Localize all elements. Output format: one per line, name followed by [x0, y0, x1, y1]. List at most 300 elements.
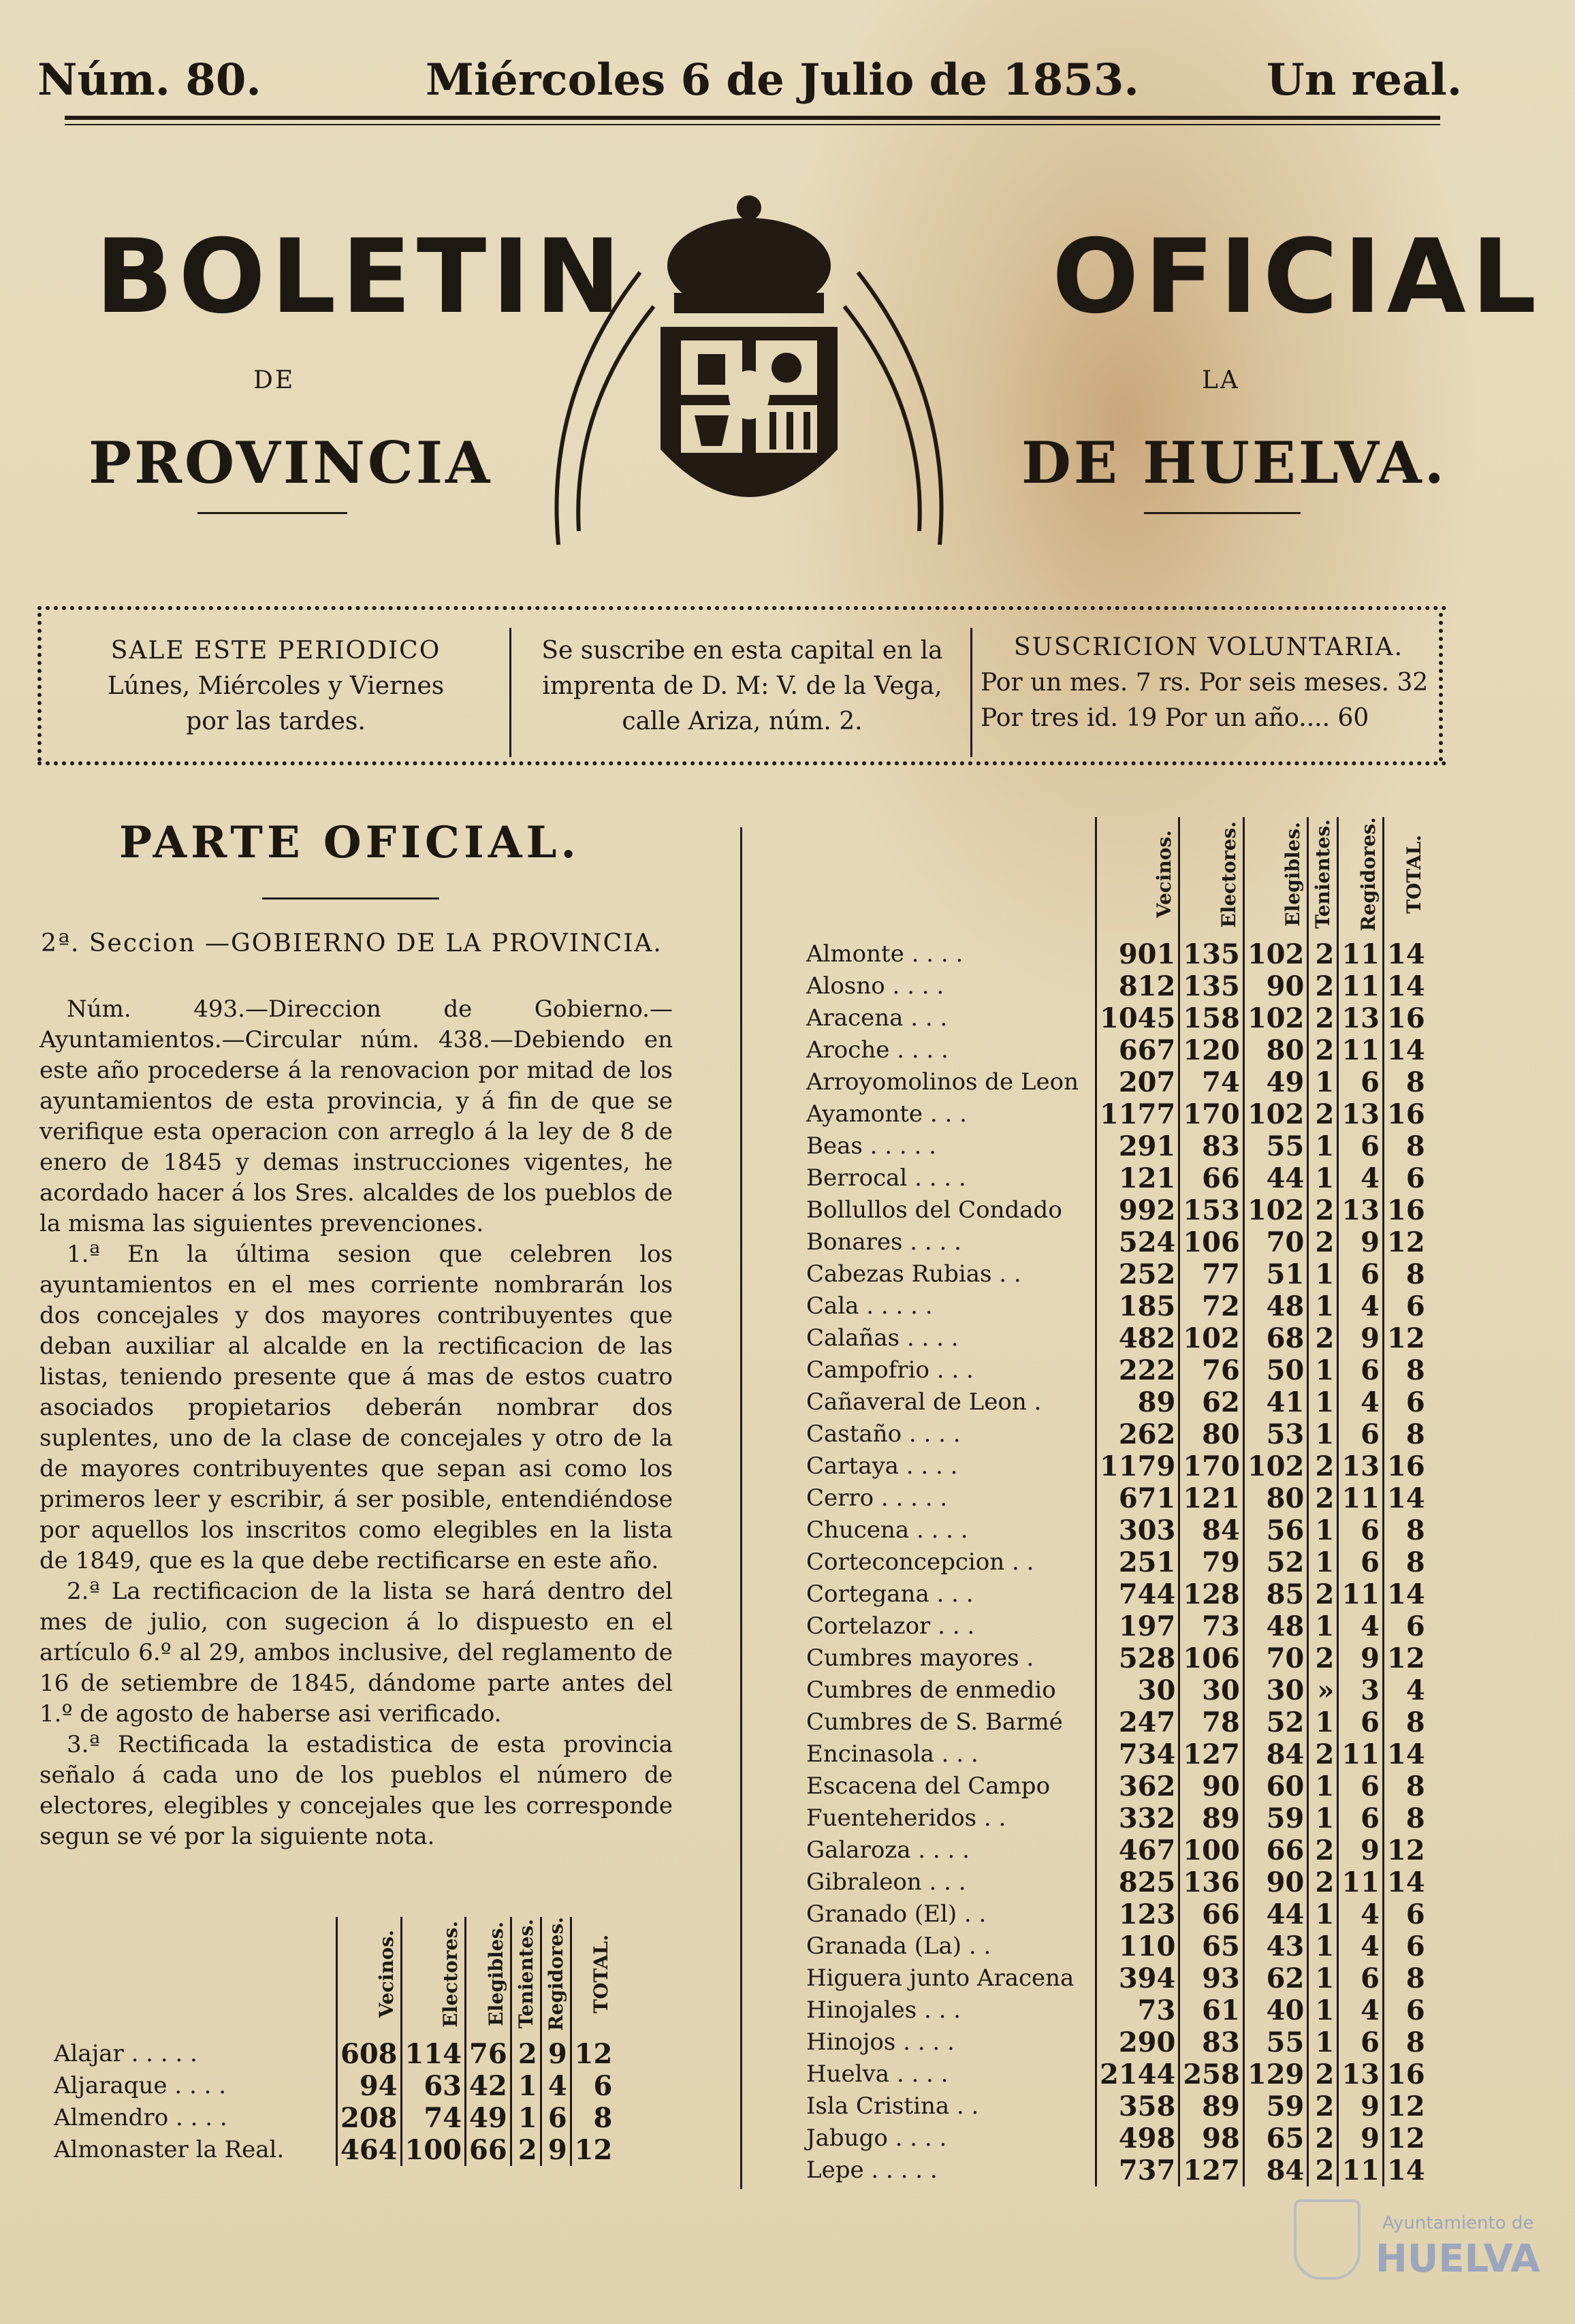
table-cell: 83	[1179, 2026, 1244, 2058]
header-rule	[65, 116, 1440, 120]
table-cell: 1	[1308, 1066, 1338, 1098]
table-cell: 89	[1179, 2090, 1244, 2122]
header-elegibles: Elegibles.	[484, 1922, 507, 2026]
table-row	[804, 1866, 1428, 1898]
table-cell: 9	[541, 2038, 571, 2070]
table-cell: 16	[1384, 1450, 1428, 1482]
table-cell: 13	[1338, 1002, 1384, 1034]
table-row	[804, 2154, 1428, 2186]
table-row	[804, 1802, 1428, 1834]
town-name: Castaño . . . .	[806, 1420, 961, 1448]
table-cell: 9	[1338, 2090, 1384, 2122]
table-cell: 1	[511, 2102, 541, 2134]
town-name: Lepe . . . . .	[806, 2156, 938, 2184]
table-cell: 482	[1096, 1322, 1179, 1354]
table-row	[804, 1098, 1428, 1130]
table-cell: 2	[1308, 2058, 1338, 2090]
table-cell: 332	[1096, 1802, 1179, 1834]
table-cell: 2	[1308, 2122, 1338, 2154]
table-cell: 8	[1384, 2026, 1428, 2058]
table-cell: 48	[1243, 1610, 1308, 1642]
table-row	[51, 2134, 615, 2166]
header-vecinos: Vecinos.	[375, 1930, 398, 2018]
table-cell: 70	[1243, 1642, 1308, 1674]
table-row	[804, 1034, 1428, 1066]
table-cell: 12	[1384, 1226, 1428, 1258]
table-cell: 291	[1096, 1130, 1179, 1162]
table-cell: 4	[1338, 1162, 1384, 1194]
town-name: Aracena . . .	[806, 1004, 948, 1032]
table-cell: 358	[1096, 2090, 1179, 2122]
issue-price: Un real.	[1267, 54, 1463, 106]
table-cell: 30	[1179, 1674, 1244, 1706]
table-cell: 127	[1179, 1738, 1244, 1770]
circular-text	[39, 994, 673, 1852]
table-cell: »	[1308, 1674, 1338, 1706]
table-cell: 106	[1179, 1226, 1244, 1258]
table-cell: 66	[466, 2134, 511, 2166]
table-cell: 4	[1338, 1994, 1384, 2026]
table-cell: 251	[1096, 1546, 1179, 1578]
table-cell: 14	[1384, 1738, 1428, 1770]
royal-coat-of-arms-icon	[518, 191, 981, 558]
table-cell: 80	[1243, 1034, 1308, 1066]
table-cell: 303	[1096, 1514, 1179, 1546]
ornament-rule-right	[1144, 512, 1301, 514]
table-cell: 11	[1338, 1482, 1384, 1514]
table-cell: 4	[1338, 1386, 1384, 1418]
schedule-line-1: SALE ESTE PERIODICO	[110, 637, 441, 665]
table-cell: 2	[1308, 1226, 1338, 1258]
table-cell: 3	[1338, 1674, 1384, 1706]
table-cell: 85	[1243, 1578, 1308, 1610]
table-cell: 2	[1308, 1738, 1338, 1770]
table-cell: 12	[1384, 1642, 1428, 1674]
table-cell: 2	[1308, 1642, 1338, 1674]
info-box-divider-1	[509, 628, 511, 757]
table-cell: 1	[1308, 2026, 1338, 2058]
table-cell: 2	[1308, 1098, 1338, 1130]
table-cell: 4	[1338, 1930, 1384, 1962]
table-cell: 1	[1308, 1770, 1338, 1802]
table-cell: 121	[1096, 1162, 1179, 1194]
paragraph-intro: Núm. 493.—Direccion de Gobierno.—Ayuntamientos.—Circular núm. 438.—Debiendo en este año procederse á la renovacion por mitad de los ayuntamientos de esta provincia, y á fin de que se verifique esta operacion con arreglo á la ley de 8 de enero de 1845 y demas instrucciones vigentes, he acordado hacer á los Sres. alcaldes de los pueblos de la misma las siguientes prevenciones.	[39, 996, 673, 1237]
column-divider	[740, 827, 742, 2189]
table-cell: 528	[1096, 1642, 1179, 1674]
table-cell: 12	[1384, 2122, 1428, 2154]
table-cell: 2	[1308, 1194, 1338, 1226]
table-cell: 66	[1179, 1162, 1244, 1194]
table-cell: 2	[1308, 938, 1338, 970]
table-cell: 1	[1308, 1514, 1338, 1546]
town-name: Cortelazor . . .	[806, 1612, 975, 1640]
table-cell: 290	[1096, 2026, 1179, 2058]
header-tenientes: Tenientes.	[1311, 819, 1335, 929]
table-cell: 1	[1308, 1802, 1338, 1834]
table-header-row	[804, 817, 1428, 938]
table-cell: 8	[1384, 1962, 1428, 1994]
town-name: Cumbres de S. Barmé	[806, 1708, 1063, 1736]
masthead-de: DE	[253, 366, 296, 394]
table-cell: 667	[1096, 1034, 1179, 1066]
header-total: TOTAL.	[590, 1934, 613, 2013]
table-cell: 262	[1096, 1418, 1179, 1450]
table-cell: 74	[401, 2102, 466, 2134]
table-cell: 62	[1179, 1386, 1244, 1418]
table-cell: 16	[1384, 2058, 1428, 2090]
table-cell: 11	[1338, 938, 1384, 970]
table-cell: 6	[1384, 1930, 1428, 1962]
table-row	[804, 1834, 1428, 1866]
table-cell: 42	[466, 2070, 511, 2102]
info-box-border-left	[37, 613, 42, 761]
table-cell: 102	[1243, 1194, 1308, 1226]
town-name: Gibraleon . . .	[806, 1868, 966, 1896]
table-cell: 6	[1338, 1514, 1384, 1546]
table-row	[804, 1674, 1428, 1706]
table-row	[804, 1482, 1428, 1514]
table-cell: 100	[401, 2134, 466, 2166]
table-cell: 9	[1338, 1834, 1384, 1866]
table-cell: 4	[1338, 1898, 1384, 1930]
table-cell: 4	[1338, 1290, 1384, 1322]
table-cell: 50	[1243, 1354, 1308, 1386]
town-name: Beas . . . . .	[806, 1132, 936, 1160]
table-row	[804, 1578, 1428, 1610]
table-cell: 6	[1384, 1610, 1428, 1642]
subscription-place	[524, 633, 960, 739]
table-cell: 2	[1308, 1322, 1338, 1354]
table-cell: 11	[1338, 1578, 1384, 1610]
publication-schedule	[54, 633, 497, 739]
issue-number: Núm. 80.	[37, 54, 261, 106]
town-name: Alajar . . . . .	[54, 2040, 197, 2068]
table-cell: 2	[1308, 2154, 1338, 2186]
table-cell: 6	[1338, 1258, 1384, 1290]
town-name: Cumbres mayores .	[806, 1644, 1034, 1672]
table-row	[804, 1738, 1428, 1770]
table-cell: 1	[1308, 1546, 1338, 1578]
table-cell: 73	[1179, 1610, 1244, 1642]
table-cell: 2	[1308, 1482, 1338, 1514]
table-cell: 170	[1179, 1098, 1244, 1130]
header-rule-thin	[65, 124, 1440, 125]
town-name: Granado (El) . .	[806, 1900, 987, 1928]
table-cell: 1	[1308, 1162, 1338, 1194]
table-cell: 158	[1179, 1002, 1244, 1034]
table-cell: 258	[1179, 2058, 1244, 2090]
table-cell: 30	[1096, 1674, 1179, 1706]
schedule-line-3: por las tardes.	[186, 707, 366, 735]
table-cell: 1	[1308, 1994, 1338, 2026]
table-cell: 65	[1243, 2122, 1308, 2154]
table-cell: 2144	[1096, 2058, 1179, 2090]
table-cell: 9	[1338, 1642, 1384, 1674]
table-cell: 197	[1096, 1610, 1179, 1642]
table-cell: 2	[1308, 1450, 1338, 1482]
table-cell: 65	[1179, 1930, 1244, 1962]
table-cell: 222	[1096, 1354, 1179, 1386]
right-municipal-table	[804, 817, 1428, 2186]
table-cell: 135	[1179, 938, 1244, 970]
table-row	[804, 1386, 1428, 1418]
table-cell: 98	[1179, 2122, 1244, 2154]
town-name: Higuera junto Aracena	[806, 1964, 1075, 1992]
city-shield-icon	[1294, 2199, 1361, 2280]
table-cell: 467	[1096, 1834, 1179, 1866]
table-row	[804, 1994, 1428, 2026]
town-name: Campofrio . . .	[806, 1356, 974, 1384]
table-cell: 136	[1179, 1866, 1244, 1898]
table-cell: 90	[1243, 1866, 1308, 1898]
table-cell: 1179	[1096, 1450, 1179, 1482]
table-row	[804, 970, 1428, 1002]
table-cell: 2	[1308, 970, 1338, 1002]
table-header-row	[51, 1917, 615, 2038]
table-cell: 49	[466, 2102, 511, 2134]
town-name: Jabugo . . . .	[806, 2124, 947, 2152]
table-cell: 1	[1308, 1418, 1338, 1450]
table-cell: 102	[1243, 938, 1308, 970]
table-cell: 14	[1384, 1034, 1428, 1066]
table-cell: 55	[1243, 2026, 1308, 2058]
masthead-provincia: PROVINCIA	[89, 429, 493, 496]
table-cell: 992	[1096, 1194, 1179, 1226]
table-cell: 8	[1384, 1770, 1428, 1802]
table-cell: 737	[1096, 2154, 1179, 2186]
table-cell: 120	[1179, 1034, 1244, 1066]
table-cell: 6	[1338, 1802, 1384, 1834]
table-cell: 6	[1338, 1962, 1384, 1994]
table-cell: 66	[1243, 1834, 1308, 1866]
table-cell: 102	[1243, 1450, 1308, 1482]
town-name: Aljaraque . . . .	[54, 2072, 227, 2100]
table-cell: 4	[1338, 1610, 1384, 1642]
table-cell: 14	[1384, 1578, 1428, 1610]
table-cell: 608	[337, 2038, 402, 2070]
table-cell: 12	[571, 2038, 615, 2070]
table-cell: 66	[1179, 1898, 1244, 1930]
town-name: Bollullos del Condado	[806, 1196, 1062, 1224]
table-row	[804, 1002, 1428, 1034]
info-box-border-top	[37, 606, 1447, 622]
table-cell: 1	[1308, 1930, 1338, 1962]
table-cell: 1	[1308, 1290, 1338, 1322]
table-row	[804, 1610, 1428, 1642]
table-cell: 8	[1384, 1354, 1428, 1386]
table-cell: 16	[1384, 1098, 1428, 1130]
table-cell: 72	[1179, 1290, 1244, 1322]
table-cell: 121	[1179, 1482, 1244, 1514]
table-cell: 2	[1308, 1034, 1338, 1066]
table-cell: 16	[1384, 1002, 1428, 1034]
table-cell: 252	[1096, 1258, 1179, 1290]
table-cell: 52	[1243, 1546, 1308, 1578]
header-vecinos: Vecinos.	[1153, 830, 1176, 919]
town-name: Almonte . . . .	[806, 940, 964, 968]
masthead-la: LA	[1202, 366, 1240, 394]
table-row	[804, 1514, 1428, 1546]
town-name: Cumbres de enmedio	[806, 1676, 1056, 1704]
table-cell: 90	[1243, 970, 1308, 1002]
table-cell: 12	[1384, 1834, 1428, 1866]
table-cell: 51	[1243, 1258, 1308, 1290]
table-cell: 43	[1243, 1930, 1308, 1962]
table-row	[804, 1130, 1428, 1162]
table-cell: 208	[337, 2102, 402, 2134]
table-cell: 6	[1384, 1898, 1428, 1930]
town-name: Fuenteheridos . .	[806, 1804, 1006, 1832]
subscription-line-3: calle Ariza, núm. 2.	[622, 707, 863, 735]
header-total: TOTAL.	[1402, 834, 1425, 914]
table-cell: 8	[571, 2102, 615, 2134]
parte-oficial-heading: PARTE OFICIAL.	[119, 817, 580, 868]
table-cell: 4	[1384, 1674, 1428, 1706]
paragraph-3: 3.ª Rectificada la estadistica de esta provincia señalo á cada uno de los pueblos el número de electores, elegibles y concejales que les corresponde segun se vé por la siguiente nota.	[39, 1731, 673, 1850]
table-cell: 14	[1384, 2154, 1428, 2186]
table-cell: 8	[1384, 1418, 1428, 1450]
table-cell: 734	[1096, 1738, 1179, 1770]
table-cell: 13	[1338, 1098, 1384, 1130]
table-cell: 6	[1338, 1354, 1384, 1386]
table-cell: 11	[1338, 970, 1384, 1002]
table-cell: 14	[1384, 1866, 1428, 1898]
issue-date: Miércoles 6 de Julio de 1853.	[426, 54, 1139, 106]
table-cell: 6	[1384, 1162, 1428, 1194]
table-cell: 6	[1384, 1994, 1428, 2026]
table-row	[804, 1354, 1428, 1386]
table-cell: 62	[1243, 1962, 1308, 1994]
table-cell: 2	[1308, 1834, 1338, 1866]
table-cell: 63	[401, 2070, 466, 2102]
town-name: Escacena del Campo	[806, 1772, 1051, 1800]
table-row	[804, 1162, 1428, 1194]
table-cell: 170	[1179, 1450, 1244, 1482]
table-cell: 1	[1308, 1610, 1338, 1642]
masthead-de-huelva: DE HUELVA.	[1021, 429, 1447, 496]
table-cell: 102	[1179, 1322, 1244, 1354]
table-cell: 394	[1096, 1962, 1179, 1994]
town-name: Galaroza . . . .	[806, 1836, 970, 1864]
table-row	[804, 1226, 1428, 1258]
table-cell: 68	[1243, 1322, 1308, 1354]
masthead-boletin: BOLETIN	[95, 218, 626, 336]
town-name: Cañaveral de Leon .	[806, 1388, 1042, 1416]
table-cell: 127	[1179, 2154, 1244, 2186]
subscription-prices	[981, 630, 1437, 736]
heading-ornament	[262, 897, 439, 900]
town-name: Almonaster la Real.	[54, 2136, 285, 2164]
prices-line-1: Por un mes. 7 rs. Por seis meses. 32	[981, 669, 1429, 697]
table-row	[804, 1930, 1428, 1962]
table-row	[804, 1322, 1428, 1354]
table-cell: 12	[1384, 2090, 1428, 2122]
table-row	[804, 1706, 1428, 1738]
town-name: Granada (La) . .	[806, 1932, 991, 1960]
town-name: Bonares . . . .	[806, 1228, 961, 1256]
table-cell: 498	[1096, 2122, 1179, 2154]
subscription-line-1: Se suscribe en esta capital en la	[541, 637, 943, 665]
table-row	[804, 1898, 1428, 1930]
table-row	[804, 1546, 1428, 1578]
table-cell: 812	[1096, 970, 1179, 1002]
table-cell: 13	[1338, 2058, 1384, 2090]
table-cell: 2	[511, 2038, 541, 2070]
table-cell: 13	[1338, 1450, 1384, 1482]
table-cell: 55	[1243, 1130, 1308, 1162]
table-cell: 6	[1338, 1130, 1384, 1162]
town-name: Berrocal . . . .	[806, 1164, 966, 1192]
table-cell: 8	[1384, 1514, 1428, 1546]
table-cell: 11	[1338, 1866, 1384, 1898]
table-cell: 135	[1179, 970, 1244, 1002]
info-box-border-bottom	[37, 761, 1447, 778]
header-regidores: Regidores.	[1357, 817, 1380, 932]
table-cell: 185	[1096, 1290, 1179, 1322]
table-cell: 76	[1179, 1354, 1244, 1386]
schedule-line-2: Lúnes, Miércoles y Viernes	[107, 672, 445, 700]
table-cell: 13	[1338, 1194, 1384, 1226]
table-row	[804, 1066, 1428, 1098]
table-cell: 4	[541, 2070, 571, 2102]
header-electores: Electores.	[439, 1920, 462, 2028]
table-cell: 30	[1243, 1674, 1308, 1706]
table-cell: 362	[1096, 1770, 1179, 1802]
town-name: Isla Cristina . .	[806, 2092, 979, 2120]
paragraph-2: 2.ª La rectificacion de la lista se hará dentro del mes de julio, con sugecion á lo dispuesto en el artículo 6.º al 29, ambos inclusive, del reglamento de 16 de setiembre de 1845, dándome parte antes del 1.º de agosto de haberse asi verificado.	[39, 1578, 673, 1728]
table-cell: 8	[1384, 1130, 1428, 1162]
table-row	[51, 2070, 615, 2102]
table-cell: 94	[337, 2070, 402, 2102]
table-cell: 129	[1243, 2058, 1308, 2090]
town-name: Hinojales . . .	[806, 1996, 961, 2024]
table-cell: 12	[571, 2134, 615, 2166]
table-cell: 2	[1308, 1002, 1338, 1034]
table-cell: 14	[1384, 970, 1428, 1002]
town-name: Chucena . . . .	[806, 1516, 968, 1544]
table-cell: 464	[337, 2134, 402, 2166]
table-cell: 48	[1243, 1290, 1308, 1322]
town-name: Aroche . . . .	[806, 1036, 949, 1064]
table-cell: 14	[1384, 1482, 1428, 1514]
table-cell: 73	[1096, 1994, 1179, 2026]
table-cell: 1177	[1096, 1098, 1179, 1130]
table-cell: 247	[1096, 1706, 1179, 1738]
table-cell: 1	[1308, 1354, 1338, 1386]
town-name: Hinojos . . . .	[806, 2028, 955, 2056]
table-cell: 79	[1179, 1546, 1244, 1578]
town-name: Alosno . . . .	[806, 972, 944, 1000]
table-cell: 74	[1179, 1066, 1244, 1098]
table-row	[804, 2058, 1428, 2090]
table-cell: 60	[1243, 1770, 1308, 1802]
table-cell: 128	[1179, 1578, 1244, 1610]
table-cell: 100	[1179, 1834, 1244, 1866]
table-cell: 102	[1243, 1098, 1308, 1130]
table-cell: 6	[1338, 1770, 1384, 1802]
table-cell: 6	[1338, 1706, 1384, 1738]
table-cell: 89	[1179, 1802, 1244, 1834]
table-row	[804, 1770, 1428, 1802]
table-cell: 8	[1384, 1546, 1428, 1578]
table-cell: 524	[1096, 1226, 1179, 1258]
table-cell: 8	[1384, 1706, 1428, 1738]
prices-line-2: Por tres id. 19 Por un año.... 60	[981, 704, 1369, 732]
header-regidores: Regidores.	[544, 1917, 567, 2031]
town-name: Almendro . . . .	[54, 2104, 227, 2132]
table-row	[804, 1290, 1428, 1322]
table-cell: 6	[1338, 1418, 1384, 1450]
